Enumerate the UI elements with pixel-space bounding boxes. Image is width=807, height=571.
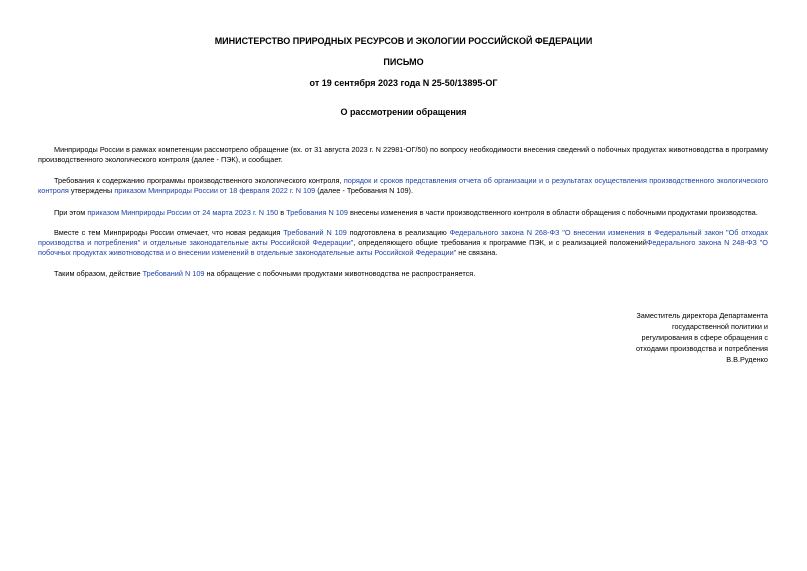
link-federal-law-248[interactable]: Федерального закона N 248-ФЗ "О побочных продуктах животноводства и о внесении изменений в отдельные законодательные акты Российской Федерации"	[38, 238, 768, 257]
paragraph-5-text-2: на обращение с побочными продуктами животноводства не распространяется.	[204, 269, 476, 278]
paragraph-5-text-1: Таким образом, действие	[54, 269, 143, 278]
paragraph-2-text-1: Требования к содержанию программы производственного экологического контроля,	[54, 176, 344, 185]
link-requirements-109[interactable]: Требования N 109	[286, 208, 348, 217]
ministry-title: МИНИСТЕРСТВО ПРИРОДНЫХ РЕСУРСОВ И ЭКОЛОГИИ РОССИЙСКОЙ ФЕДЕРАЦИИ	[214, 36, 593, 46]
paragraph-2	[38, 176, 768, 196]
document-date-number: от 19 сентября 2023 года N 25-50/13895-ОГ	[309, 78, 498, 88]
signature-line-4: отходами производства и потребления	[635, 344, 768, 353]
paragraph-2-text-3: (далее - Требования N 109).	[315, 186, 414, 195]
link-requirements-109[interactable]: Требований N 109	[283, 228, 347, 237]
paragraph-1-text: Минприроды России в рамках компетенции рассмотрело обращение (вх. от 31 августа 2023 г. N 22981-ОГ/50) по вопросу необходимости внесения сведений о побочных продуктах животноводства в программу производственного экологического контроля (далее - ПЭК), и сообщает.	[38, 145, 768, 164]
paragraph-4-text-1: Вместе с тем Минприроды России отмечает, что новая редакция	[54, 228, 284, 237]
document-subject: О рассмотрении обращения	[340, 107, 467, 117]
paragraph-4	[38, 228, 768, 258]
signatory-name: В.В.Руденко	[726, 355, 768, 364]
signature-line-3: регулирования в сфере обращения с	[641, 333, 768, 342]
paragraph-4-text-4: не связана.	[456, 248, 498, 257]
document-type: ПИСЬМО	[383, 57, 424, 67]
signature-line-1: Заместитель директора Департамента	[636, 311, 768, 320]
paragraph-2-text-2: утверждены	[68, 186, 115, 195]
signature-line-2: государственной политики и	[671, 322, 768, 331]
paragraph-3	[38, 208, 768, 218]
signature-block	[568, 310, 768, 365]
paragraph-3-text-2: в	[278, 208, 287, 217]
link-requirements-109[interactable]: Требований N 109	[142, 269, 205, 278]
paragraph-4-text-3: , определяющего общие требования к программе ПЭК, и с реализацией положений	[353, 238, 647, 247]
link-order-109[interactable]: приказом Минприроды России от 18 февраля 2022 г. N 109	[114, 186, 316, 195]
paragraph-3-text-3: внесены изменения в части производственного контроля в области обращения с побочными продуктами производства.	[347, 208, 758, 217]
paragraph-5	[38, 269, 768, 279]
paragraph-4-text-2: подготовлена в реализацию	[346, 228, 450, 237]
link-federal-law-268[interactable]: Федерального закона N 268-ФЗ "О внесении изменения в Федеральный закон "Об отходах производства и потребления" и отдельные законодательные акты Российской Федерации"	[38, 228, 769, 247]
link-report-procedure[interactable]: порядок и сроков представления отчета об организации и о результатах осуществления производственного экологического контроля	[38, 176, 768, 195]
paragraph-3-text-1: При этом	[54, 208, 88, 217]
paragraph-1	[38, 145, 768, 165]
link-order-150[interactable]: приказом Минприроды России от 24 марта 2023 г. N 150	[87, 208, 279, 217]
